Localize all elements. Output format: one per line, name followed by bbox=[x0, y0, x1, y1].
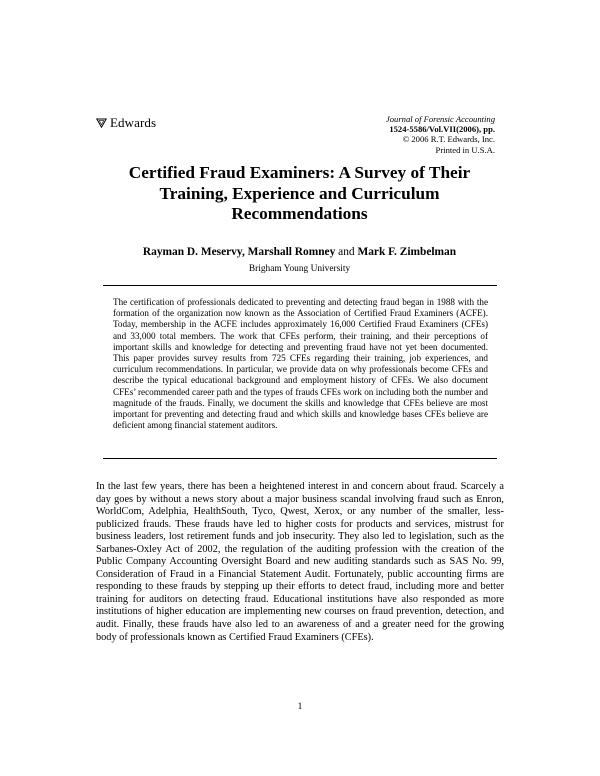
author-1: Rayman D. Meservy, bbox=[142, 246, 245, 258]
journal-title: Journal of Forensic Accounting bbox=[385, 114, 495, 124]
publisher-name: Edwards bbox=[110, 115, 157, 130]
author-connector: and bbox=[335, 246, 358, 258]
journal-issn-volume: 1524-5586/Vol.VII(2006), pp. bbox=[389, 124, 495, 135]
abstract-text: The certification of professionals dedicated to preventing and detecting fraud began in 1988 with the formation of the organization now known as the Association of Certified Fraud Examiners (ACFE). Today, membership in the ACFE includes approximately 16,000 Certified Fraud Examiners (CFEs) and 33,000 total members. The work that CFEs perform, their training, and their perceptions of important skills and knowledge for detecting and preventing fraud have not yet been documented. This paper provides survey results from 725 CFEs regarding their training, job experiences, and curriculum recommendations. In particular, we provide data on why professionals become CFEs and describe the typical educational background and employment history of CFEs. We also document CFEs’ recommended career path and the types of frauds CFEs work on including both the number and magnitude of the frauds. Finally, we document the skills and knowledge that CFEs believe are most important for preventing and detecting fraud and which skills and knowledge bases CFEs believe are deficient among financial statement auditors. bbox=[113, 297, 488, 431]
page-number: 1 bbox=[297, 702, 303, 712]
abstract-box bbox=[103, 285, 497, 459]
article-title: Certified Fraud Examiners: A Survey of Their Training, Experience and Curriculum Recommendations bbox=[128, 163, 471, 224]
author-affiliation: Brigham Young University bbox=[248, 264, 351, 274]
author-2: Marshall Romney bbox=[247, 246, 336, 258]
journal-printed: Printed in U.S.A. bbox=[435, 144, 495, 155]
journal-info bbox=[386, 114, 495, 155]
publisher-logo bbox=[96, 116, 156, 130]
triangle-logo-icon bbox=[96, 118, 107, 128]
author-3: Mark F. Zimbelman bbox=[357, 246, 457, 258]
body-paragraph: In the last few years, there has been a heightened interest in and concern about fraud. Scarcely a day goes by without a news story about a major business scandal involving fraud such as Enron, WorldCom, Adelphia, HealthSouth, Tyco, Qwest, Xerox, or any number of the smaller, less-publicized frauds. These frauds have led to higher costs for products and services, mistrust for business leaders, lost retirement funds and job insecurity. They also led to legislation, such as the Sarbanes-Oxley Act of 2002, the regulation of the auditing profession with the creation of the Public Company Accounting Oversight Board and new auditing standards such as SAS No. 99, Consideration of Fraud in a Financial Statement Audit. Fortunately, public accounting firms are responding to these frauds by stepping up their efforts to detect fraud, including more and better training for auditors on detecting fraud. Educational institutions have also responded as more institutions of higher education are implementing new courses on fraud prevention, detection, and audit. Finally, these frauds have also led to an awareness of and a greater need for the growing body of professionals known as Certified Fraud Examiners (CFEs). bbox=[96, 481, 504, 643]
journal-copyright: © 2006 R.T. Edwards, Inc. bbox=[402, 134, 495, 145]
article-authors bbox=[96, 246, 503, 259]
